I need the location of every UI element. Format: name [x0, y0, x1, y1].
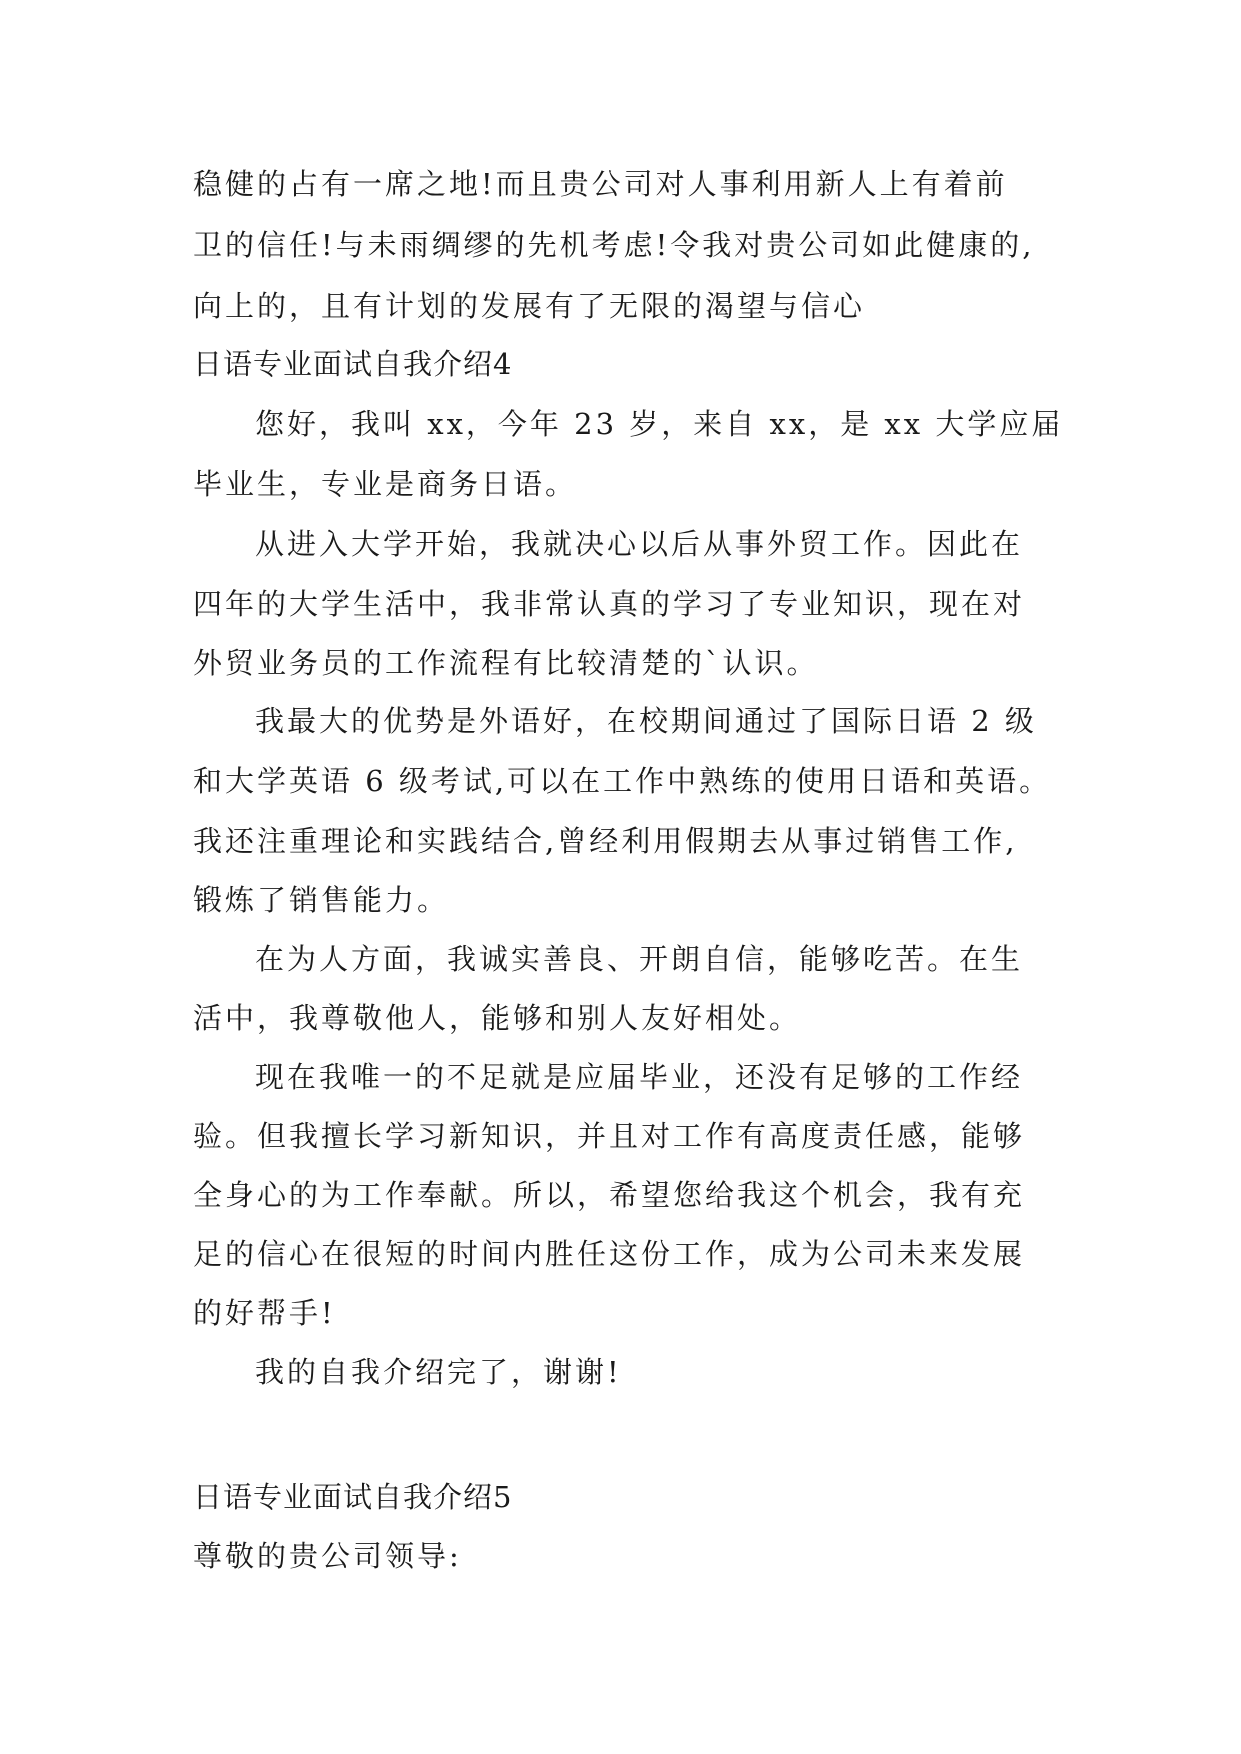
text-line: 稳健的占有一席之地!而且贵公司对人事利用新人上有着前 — [193, 167, 1008, 201]
paragraph-line: 现在我唯一的不足就是应届毕业，还没有足够的工作经 — [255, 1060, 1024, 1094]
paragraph-line: 我的自我介绍完了，谢谢! — [255, 1355, 622, 1389]
section-heading-5: 日语专业面试自我介绍5 — [193, 1480, 513, 1514]
paragraph-line: 足的信心在很短的时间内胜任这份工作，成为公司未来发展 — [193, 1237, 1026, 1271]
paragraph-line: 锻炼了销售能力。 — [193, 883, 450, 917]
paragraph-line: 的好帮手! — [193, 1296, 336, 1330]
paragraph-line: 全身心的为工作奉献。所以，希望您给我这个机会，我有充 — [193, 1178, 1026, 1212]
section-heading-4: 日语专业面试自我介绍4 — [193, 347, 513, 381]
paragraph-line: 我还注重理论和实践结合,曾经利用假期去从事过销售工作, — [193, 824, 1018, 858]
paragraph-line: 在为人方面，我诚实善良、开朗自信，能够吃苦。在生 — [255, 942, 1024, 976]
paragraph-line: 验。但我擅长学习新知识，并且对工作有高度责任感，能够 — [193, 1119, 1026, 1153]
text-line: 卫的信任!与未雨绸缪的先机考虑!令我对贵公司如此健康的, — [193, 228, 1035, 262]
text-line: 向上的，且有计划的发展有了无限的渴望与信心 — [193, 289, 866, 323]
paragraph-line: 活中，我尊敬他人，能够和别人友好相处。 — [193, 1001, 802, 1035]
paragraph-line: 您好，我叫 xx，今年 23 岁，来自 xx，是 xx 大学应届 — [255, 407, 1064, 441]
paragraph-line: 我最大的优势是外语好，在校期间通过了国际日语 2 级 — [255, 704, 1037, 738]
paragraph-line: 毕业生，专业是商务日语。 — [193, 467, 578, 501]
paragraph-line: 和大学英语 6 级考试,可以在工作中熟练的使用日语和英语。 — [193, 764, 1052, 798]
paragraph-line: 四年的大学生活中，我非常认真的学习了专业知识，现在对 — [193, 587, 1026, 621]
salutation: 尊敬的贵公司领导: — [193, 1539, 462, 1573]
paragraph-line: 外贸业务员的工作流程有比较清楚的`认识。 — [193, 646, 819, 680]
paragraph-line: 从进入大学开始，我就决心以后从事外贸工作。因此在 — [255, 527, 1024, 561]
